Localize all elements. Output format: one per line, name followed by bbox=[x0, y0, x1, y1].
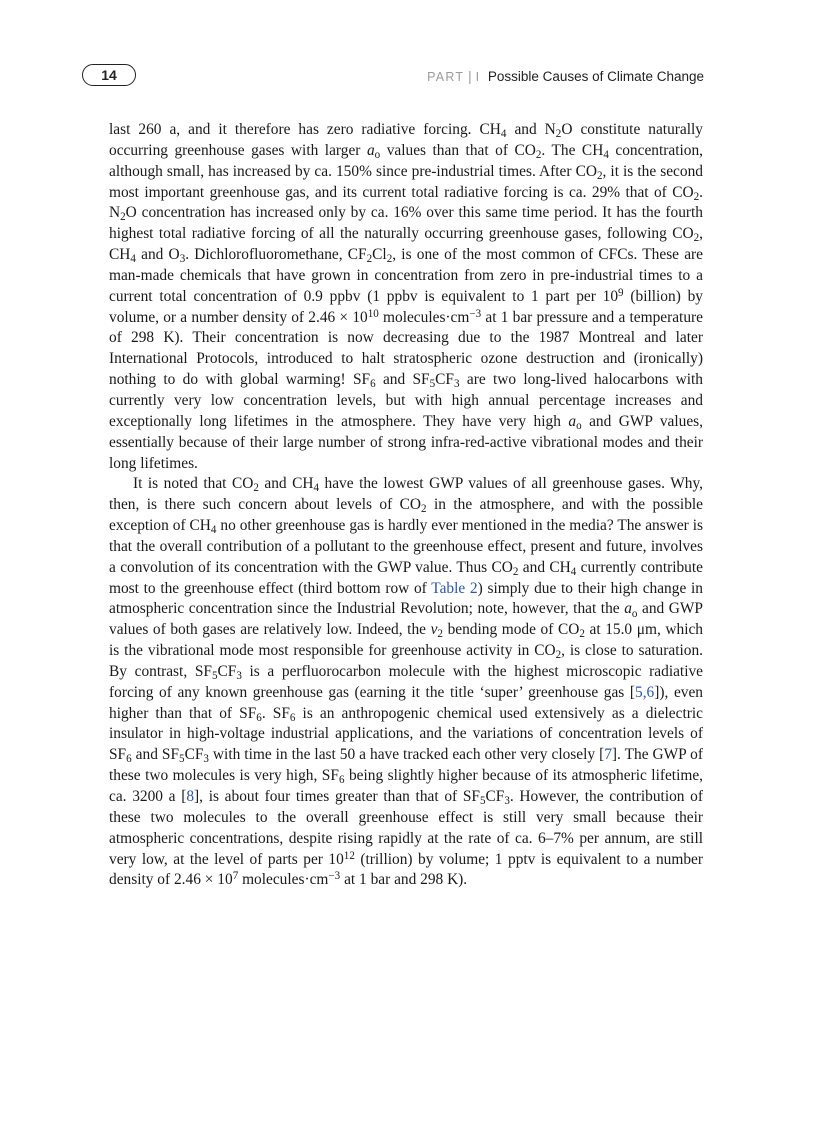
subscript: 6 bbox=[126, 753, 132, 766]
text-run: and GWP values, essentially because of their large number of strong infra-red-active vibrational modes and their long lifetimes. bbox=[109, 412, 703, 472]
text-run: O concentration has increased only by ca. 16% over this same time period. It has the fourth highest total radiative forcing of all the naturally occurring greenhouse gases, following CO bbox=[109, 204, 703, 243]
subscript: 2 bbox=[512, 565, 519, 578]
text-run: and O bbox=[135, 246, 180, 264]
subscript: 2 bbox=[596, 169, 603, 182]
subscript: 5 bbox=[179, 753, 185, 766]
subscript: 4 bbox=[130, 253, 136, 266]
text-run: and GWP values of both gases are relatively low. Indeed, the bbox=[109, 600, 703, 639]
text-run: and SF bbox=[131, 746, 180, 764]
subscript: 2 bbox=[555, 128, 562, 141]
italic-symbol: v bbox=[430, 621, 438, 639]
paragraph-1 bbox=[109, 120, 703, 474]
text-run: concentration, although small, has increased by ca. 150% since pre-industrial times. After CO bbox=[109, 141, 703, 180]
text-run: values than that of CO bbox=[380, 141, 536, 159]
subscript: 4 bbox=[500, 128, 507, 141]
subscript: 4 bbox=[570, 565, 577, 578]
text-run: It is noted that CO bbox=[133, 475, 254, 493]
text-run: is a perfluorocarbon molecule with the highest microscopic radiative forcing of any known greenhouse gas (earning it the title ‘super’ greenhouse gas [ bbox=[109, 662, 704, 701]
subscript: 2 bbox=[693, 190, 700, 203]
reference-link[interactable]: Table 2 bbox=[431, 579, 478, 597]
superscript: 9 bbox=[618, 286, 624, 299]
part-separator: | bbox=[468, 69, 472, 84]
page-number: 14 bbox=[82, 64, 136, 86]
text-run: CF bbox=[217, 662, 237, 680]
text-run: . However, the contribution of these two molecules to the overall greenhouse effect is still very small because their atmospheric concentrations, despite rising rapidly at the rate of ca. 6–7% per annum, are still very low, at the level of parts per 10 bbox=[109, 788, 703, 868]
paragraph-2 bbox=[109, 474, 703, 891]
text-run: and CH bbox=[258, 475, 314, 493]
subscript: 2 bbox=[535, 148, 542, 161]
subscript: 6 bbox=[256, 711, 262, 724]
subscript: 4 bbox=[313, 482, 320, 495]
text-run: . N bbox=[109, 183, 703, 222]
subscript: 2 bbox=[366, 253, 373, 266]
subscript: 5 bbox=[211, 670, 218, 683]
subscript: 2 bbox=[693, 232, 700, 245]
subscript: 5 bbox=[479, 795, 486, 808]
text-run: currently contribute most to the greenhouse effect (third bottom row of bbox=[109, 558, 703, 597]
subscript: 6 bbox=[338, 774, 345, 787]
text-run: CF bbox=[485, 788, 505, 805]
superscript: −3 bbox=[328, 870, 341, 883]
text-run: at 15.0 μm, which is the vibrational mode most responsible for greenhouse activity in CO bbox=[109, 621, 704, 660]
subscript: 6 bbox=[289, 711, 296, 724]
text-run: . SF bbox=[261, 704, 290, 722]
text-run: , is close to saturation. By contrast, SF bbox=[109, 642, 703, 680]
body-text bbox=[109, 120, 703, 891]
text-run: molecules·cm bbox=[238, 871, 329, 889]
text-run: (billion) by volume, or a number density of 2.46 × 10 bbox=[109, 287, 703, 326]
text-run: . Dichlorofluoromethane, CF bbox=[185, 246, 367, 264]
text-run: . The CH bbox=[541, 141, 604, 159]
part-label: PART bbox=[427, 70, 465, 84]
chapter-title: Possible Causes of Climate Change bbox=[487, 69, 704, 84]
text-run: ]), even higher than that of SF bbox=[109, 683, 703, 722]
superscript: 7 bbox=[232, 870, 239, 883]
text-run: is an anthropogenic chemical used extensively as a dielectric insulator in high-voltage industrial applications, and the variations of concentration levels of SF bbox=[109, 704, 703, 764]
subscript: 2 bbox=[386, 253, 393, 266]
subscript: 3 bbox=[454, 378, 460, 391]
subscript: 3 bbox=[179, 253, 186, 266]
subscript: o bbox=[374, 148, 381, 161]
text-run: molecules·cm bbox=[378, 308, 470, 326]
subscript: 2 bbox=[253, 482, 259, 495]
text-run: , is one of the most common of CFCs. These are man-made chemicals that have grown in concentration from zero in pre-industrial times to a current total concentration of 0.9 ppbv (1 ppbv is equivalent to 1 part per 10 bbox=[109, 246, 703, 305]
subscript: 3 bbox=[203, 753, 209, 766]
text-run: O constitute naturally occurring greenhouse gases with larger bbox=[109, 121, 703, 159]
text-run: at 1 bar pressure and a temperature of 298 K). Their concentration is now decreasing due to the 1987 Montreal and later International Protocols, introduced to halt stratospheric ozone destruction and (ironically) nothing to do with global warming! SF bbox=[109, 308, 703, 389]
text-run: , it is the second most important greenhouse gas, and its current total radiative forcing is ca. 29% that of CO bbox=[109, 162, 703, 201]
subscript: 2 bbox=[421, 503, 427, 516]
text-run: are two long-lived halocarbons with currently very low concentration levels, but with high annual percentage increases and exceptionally long lifetimes in the atmosphere. They have very high bbox=[109, 371, 703, 430]
subscript: o bbox=[576, 419, 582, 432]
reference-link[interactable]: 7 bbox=[604, 746, 612, 764]
reference-link[interactable]: 8 bbox=[186, 788, 195, 805]
text-run: at 1 bar and 298 K). bbox=[340, 871, 468, 889]
italic-symbol: a bbox=[366, 141, 375, 159]
subscript: o bbox=[631, 607, 638, 620]
text-run: have the lowest GWP values of all greenhouse gases. Why, then, is there such concern about levels of CO bbox=[109, 475, 703, 514]
subscript: 4 bbox=[210, 524, 217, 537]
text-run: bending mode of CO bbox=[442, 621, 580, 639]
subscript: 2 bbox=[555, 649, 562, 662]
text-run: no other greenhouse gas is hardly ever mentioned in the media? The answer is that the overall contribution of a pollutant to the greenhouse effect, present and future, involves a convolution of its concentration with the GWP value. Thus CO bbox=[109, 517, 703, 576]
part-number: I bbox=[475, 70, 481, 84]
reference-link[interactable]: 5,6 bbox=[635, 683, 655, 701]
running-head bbox=[427, 69, 704, 84]
text-run: CF bbox=[435, 371, 454, 389]
superscript: −3 bbox=[469, 307, 482, 320]
subscript: 3 bbox=[504, 795, 510, 808]
text-run: ], is about four times greater than that of SF bbox=[194, 788, 480, 805]
italic-symbol: a bbox=[624, 600, 632, 618]
text-run: being slightly higher because of its atmospheric lifetime, ca. 3200 a [ bbox=[109, 767, 704, 805]
text-run: with time in the last 50 a have tracked each other very closely [ bbox=[208, 746, 605, 764]
text-run: and SF bbox=[375, 371, 430, 389]
text-run: and CH bbox=[518, 558, 571, 576]
superscript: 12 bbox=[343, 849, 355, 862]
text-run: in the atmosphere, and with the possible exception of CH bbox=[109, 496, 703, 535]
superscript: 10 bbox=[367, 307, 379, 320]
subscript: 5 bbox=[429, 378, 436, 391]
text-run: and N bbox=[506, 121, 556, 138]
subscript: 4 bbox=[603, 148, 609, 161]
text-run: ) simply due to their high change in atmospheric concentration since the Industrial Revolution; note, however, that the bbox=[109, 579, 703, 618]
subscript: 2 bbox=[120, 211, 126, 224]
text-run: ]. The GWP of these two molecules is very high, SF bbox=[109, 746, 703, 785]
subscript: 2 bbox=[579, 628, 585, 641]
italic-symbol: a bbox=[568, 412, 577, 430]
subscript: 6 bbox=[370, 378, 376, 391]
text-run: last 260 a, and it therefore has zero radiative forcing. CH bbox=[109, 121, 501, 138]
subscript: 2 bbox=[437, 628, 443, 641]
text-run: , CH bbox=[109, 225, 703, 264]
text-run: Cl bbox=[372, 246, 387, 264]
subscript: 3 bbox=[236, 670, 242, 683]
text-run: CF bbox=[184, 746, 204, 764]
text-run: (trillion) by volume; 1 pptv is equivalent to a number density of 2.46 × 10 bbox=[109, 850, 703, 889]
